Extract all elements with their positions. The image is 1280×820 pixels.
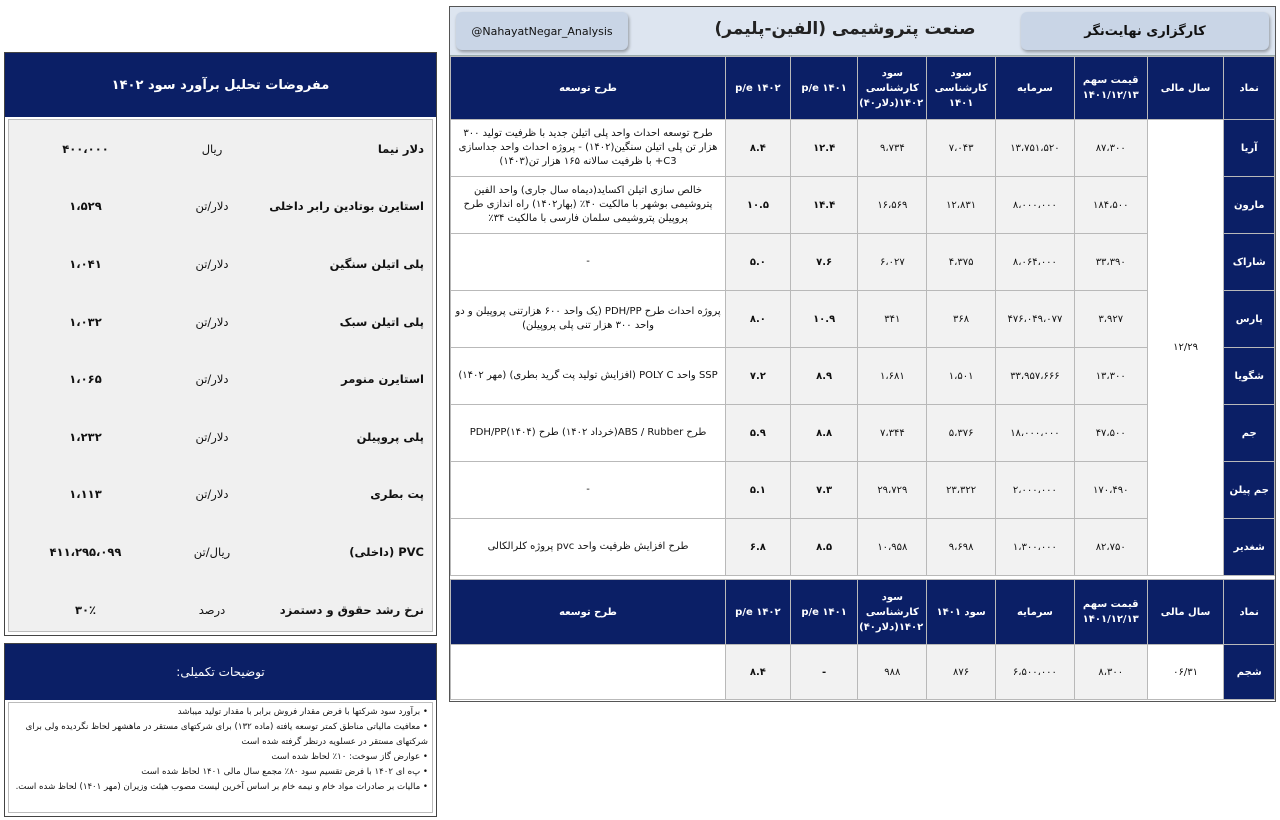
assumption-row bbox=[9, 350, 432, 408]
pe-1402-cell: ۶.۸ bbox=[726, 519, 791, 576]
col-fiscal-year: سال مالی bbox=[1147, 57, 1224, 120]
symbol-cell: جم bbox=[1224, 405, 1275, 462]
assumption-item: پت بطری bbox=[370, 487, 424, 502]
price-cell: ۱۳،۳۰۰ bbox=[1074, 348, 1147, 405]
plan-cell: - bbox=[451, 234, 726, 291]
assumption-row bbox=[9, 523, 432, 581]
assumption-value: ۱،۰۳۲ bbox=[69, 314, 102, 329]
price-cell: ۴۷،۵۰۰ bbox=[1074, 405, 1147, 462]
notes-panel bbox=[4, 643, 437, 817]
petrochemical-table-panel bbox=[449, 6, 1276, 702]
col-plan: طرح توسعه bbox=[451, 57, 726, 120]
col-eps-1401: سود کارشناسی ۱۴۰۱ bbox=[927, 57, 996, 120]
pe-1401-cell: ۸.۵ bbox=[790, 519, 858, 576]
capital-cell: ۶،۵۰۰،۰۰۰ bbox=[995, 645, 1074, 700]
plan-cell: خالص سازی اتیلن اکساید(دیماه سال جاری) واحد الفین پتروشیمی بوشهر با مالکیت ۴۰٪ (بهار۱۴۰۲) راه اندازی طرح پروپیلن پتروشیمی سلمان فارسی با مالکیت ۳۴٪ bbox=[451, 177, 726, 234]
assumption-item: پلی پروپیلن bbox=[356, 429, 424, 444]
price-cell: ۸،۳۰۰ bbox=[1074, 645, 1147, 700]
eps-1402-cell: ۱،۶۸۱ bbox=[858, 348, 927, 405]
assumption-row bbox=[9, 581, 432, 639]
assumption-row bbox=[9, 235, 432, 293]
note-text: عوارض گاز سوخت: ۱۰٪ لحاظ شده است bbox=[271, 752, 421, 762]
price-cell: ۳۳،۳۹۰ bbox=[1074, 234, 1147, 291]
pe-1401-cell: ۷.۶ bbox=[790, 234, 858, 291]
col2-eps-1401: سود ۱۴۰۱ bbox=[927, 580, 996, 645]
assumption-unit: دلار/تن bbox=[195, 314, 229, 329]
symbol-cell: شجم bbox=[1224, 645, 1275, 700]
agency-name-badge: کارگزاری نهایت‌نگر bbox=[1021, 12, 1269, 50]
eps-1401-cell: ۷،۰۴۳ bbox=[927, 120, 996, 177]
assumptions-title: مفروضات تحلیل برآورد سود ۱۴۰۲ bbox=[5, 53, 436, 117]
eps-1401-cell: ۱۲،۸۳۱ bbox=[927, 177, 996, 234]
pe-1402-cell: ۵.۰ bbox=[726, 234, 791, 291]
capital-cell: ۱،۳۰۰،۰۰۰ bbox=[995, 519, 1074, 576]
assumption-value: ۱،۵۲۹ bbox=[69, 199, 102, 214]
plan-cell: SSP واحد POLY C (افزایش تولید پت گرید بطری) (مهر ۱۴۰۲) bbox=[451, 348, 726, 405]
symbol-cell: شغدیر bbox=[1224, 519, 1275, 576]
bullet-icon: • bbox=[420, 767, 428, 777]
note-item bbox=[13, 780, 428, 795]
assumption-value: ۱،۲۳۲ bbox=[69, 429, 102, 444]
eps-1402-cell: ۹۸۸ bbox=[858, 645, 927, 700]
col2-fiscal-year: سال مالی bbox=[1147, 580, 1224, 645]
eps-1402-cell: ۳۴۱ bbox=[858, 291, 927, 348]
table-header-row bbox=[451, 57, 1275, 120]
assumption-unit: دلار/تن bbox=[195, 199, 229, 214]
table2-header-row bbox=[451, 580, 1275, 645]
pe-1402-cell: ۷.۲ bbox=[726, 348, 791, 405]
col-pe-1401: p/e ۱۴۰۱ bbox=[790, 57, 858, 120]
col2-price: قیمت سهم ۱۴۰۱/۱۲/۱۳ bbox=[1074, 580, 1147, 645]
capital-cell: ۳۳،۹۵۷،۶۶۶ bbox=[995, 348, 1074, 405]
price-cell: ۱۷۰،۴۹۰ bbox=[1074, 462, 1147, 519]
pe-1402-cell: ۸.۴ bbox=[726, 645, 791, 700]
note-item bbox=[13, 705, 428, 720]
eps-1402-cell: ۱۶،۵۶۹ bbox=[858, 177, 927, 234]
note-item bbox=[13, 720, 428, 750]
capital-cell: ۱۸،۰۰۰،۰۰۰ bbox=[995, 405, 1074, 462]
assumption-value: ۱،۱۱۳ bbox=[69, 487, 102, 502]
pe-1401-cell: ۸.۸ bbox=[790, 405, 858, 462]
note-text: پ‌ه ای ۱۴۰۲ با فرض تقسیم سود ۸۰٪ مجمع سال مالی ۱۴۰۱ لحاظ شده است bbox=[141, 767, 421, 777]
price-cell: ۳،۹۲۷ bbox=[1074, 291, 1147, 348]
assumption-unit: دلار/تن bbox=[195, 487, 229, 502]
price-cell: ۱۸۴،۵۰۰ bbox=[1074, 177, 1147, 234]
eps-1401-cell: ۳۶۸ bbox=[927, 291, 996, 348]
assumption-unit: درصد bbox=[198, 602, 226, 617]
pe-1401-cell: ۸.۹ bbox=[790, 348, 858, 405]
col-symbol: نماد bbox=[1224, 57, 1275, 120]
assumption-unit: ریال bbox=[201, 141, 223, 156]
assumption-item: PVC (داخلی) bbox=[349, 544, 424, 559]
eps-1401-cell: ۴،۳۷۵ bbox=[927, 234, 996, 291]
pe-1402-cell: ۵.۱ bbox=[726, 462, 791, 519]
assumptions-list bbox=[8, 119, 433, 632]
note-text: برآورد سود شرکتها با فرض مقدار فروش برابر با مقدار تولید میباشد bbox=[177, 707, 421, 717]
notes-title: توضیحات تکمیلی: bbox=[5, 644, 436, 700]
assumption-unit: دلار/تن bbox=[195, 372, 229, 387]
bullet-icon: • bbox=[420, 707, 428, 717]
page-title: صنعت پتروشیمی (الفین-پلیمر) bbox=[714, 19, 976, 39]
assumption-row bbox=[9, 408, 432, 466]
eps-1402-cell: ۷،۳۴۴ bbox=[858, 405, 927, 462]
assumptions-panel bbox=[4, 52, 437, 636]
symbol-cell: آریا bbox=[1224, 120, 1275, 177]
assumption-item: پلی اتیلن سنگین bbox=[329, 256, 424, 271]
pe-1402-cell: ۱۰.۵ bbox=[726, 177, 791, 234]
plan-cell bbox=[451, 645, 726, 700]
pe-1402-cell: ۸.۰ bbox=[726, 291, 791, 348]
assumption-unit: دلار/تن bbox=[195, 256, 229, 271]
col2-pe-1402: p/e ۱۴۰۲ bbox=[726, 580, 791, 645]
channel-handle-badge: @NahayatNegar_Analysis bbox=[456, 12, 628, 50]
capital-cell: ۸،۰۰۰،۰۰۰ bbox=[995, 177, 1074, 234]
col-capital: سرمایه bbox=[995, 57, 1074, 120]
eps-1402-cell: ۶،۰۲۷ bbox=[858, 234, 927, 291]
symbol-cell: پارس bbox=[1224, 291, 1275, 348]
symbol-cell: جم پیلن bbox=[1224, 462, 1275, 519]
assumption-value: ۴۰۰،۰۰۰ bbox=[62, 141, 109, 156]
capital-cell: ۴۷۶،۰۴۹،۰۷۷ bbox=[995, 291, 1074, 348]
capital-cell: ۸،۰۶۴،۰۰۰ bbox=[995, 234, 1074, 291]
main-table bbox=[450, 56, 1275, 576]
assumption-value: ۳۰٪ bbox=[74, 602, 97, 617]
plan-cell: طرح ABS / Rubber(خرداد ۱۴۰۲) طرح PDH/PP(۱۴۰۴) bbox=[451, 405, 726, 462]
col2-plan: طرح توسعه bbox=[451, 580, 726, 645]
pe-1402-cell: ۸.۴ bbox=[726, 120, 791, 177]
assumption-item: دلار نیما bbox=[377, 141, 424, 156]
price-cell: ۸۷،۳۰۰ bbox=[1074, 120, 1147, 177]
assumption-value: ۱،۰۴۱ bbox=[69, 256, 102, 271]
pe-1401-cell: ۷.۳ bbox=[790, 462, 858, 519]
col-eps-1402: سود کارشناسی ۱۴۰۲(دلار۴۰) bbox=[858, 57, 927, 120]
assumption-row bbox=[9, 293, 432, 351]
col2-eps-1402: سود کارشناسی ۱۴۰۲(دلار۴۰) bbox=[858, 580, 927, 645]
col2-symbol: نماد bbox=[1224, 580, 1275, 645]
symbol-cell: شاراک bbox=[1224, 234, 1275, 291]
eps-1402-cell: ۹،۷۳۴ bbox=[858, 120, 927, 177]
capital-cell: ۲،۰۰۰،۰۰۰ bbox=[995, 462, 1074, 519]
fiscal-year-cell: ۱۲/۲۹ bbox=[1147, 120, 1224, 576]
eps-1402-cell: ۲۹،۷۲۹ bbox=[858, 462, 927, 519]
assumption-item: استایرن منومر bbox=[341, 372, 424, 387]
assumption-item: نرخ رشد حقوق و دستمزد bbox=[279, 602, 424, 617]
assumption-value: ۱،۰۶۵ bbox=[69, 372, 102, 387]
assumption-unit: دلار/تن bbox=[195, 429, 229, 444]
note-item bbox=[13, 765, 428, 780]
bullet-icon: • bbox=[420, 782, 428, 792]
assumption-row bbox=[9, 466, 432, 524]
notes-list bbox=[8, 702, 433, 813]
secondary-table bbox=[450, 579, 1275, 700]
col2-pe-1401: p/e ۱۴۰۱ bbox=[790, 580, 858, 645]
assumption-item: پلی اتیلن سبک bbox=[339, 314, 424, 329]
pe-1401-cell: - bbox=[790, 645, 858, 700]
eps-1401-cell: ۹،۶۹۸ bbox=[927, 519, 996, 576]
bullet-icon: • bbox=[420, 722, 428, 732]
assumption-row bbox=[9, 178, 432, 236]
pe-1401-cell: ۱۲.۴ bbox=[790, 120, 858, 177]
eps-1401-cell: ۱،۵۰۱ bbox=[927, 348, 996, 405]
symbol-cell: شگویا bbox=[1224, 348, 1275, 405]
assumption-item: استایرن بوتادین رابر داخلی bbox=[269, 199, 424, 214]
eps-1402-cell: ۱۰،۹۵۸ bbox=[858, 519, 927, 576]
eps-1401-cell: ۸۷۶ bbox=[927, 645, 996, 700]
assumption-value: ۴۱۱،۲۹۵،۰۹۹ bbox=[49, 544, 122, 559]
table-row bbox=[451, 645, 1275, 700]
note-item bbox=[13, 750, 428, 765]
plan-cell: طرح توسعه احداث واحد پلی اتیلن جدید با ظرفیت تولید ۳۰۰ هزار تن پلی اتیلن سنگین(۱۴۰۲) - پروژه احداث واحد جداسازی C3+ با ظرفیت سالانه ۱۶۵ هزار تن(۱۴۰۳) bbox=[451, 120, 726, 177]
eps-1401-cell: ۲۳،۳۲۲ bbox=[927, 462, 996, 519]
bullet-icon: • bbox=[420, 752, 428, 762]
capital-cell: ۱۳،۷۵۱،۵۲۰ bbox=[995, 120, 1074, 177]
col-price: قیمت سهم ۱۴۰۱/۱۲/۱۳ bbox=[1074, 57, 1147, 120]
price-cell: ۸۲،۷۵۰ bbox=[1074, 519, 1147, 576]
pe-1401-cell: ۱۴.۴ bbox=[790, 177, 858, 234]
table-row bbox=[451, 120, 1275, 177]
pe-1401-cell: ۱۰.۹ bbox=[790, 291, 858, 348]
plan-cell: - bbox=[451, 462, 726, 519]
symbol-cell: مارون bbox=[1224, 177, 1275, 234]
fiscal-year-cell: ۰۶/۳۱ bbox=[1147, 645, 1224, 700]
plan-cell: پروژه احداث طرح PDH/PP (یک واحد ۶۰۰ هزارتنی پروپیلن و دو واحد ۳۰۰ هزار تنی پلی پروپیلن) bbox=[451, 291, 726, 348]
plan-cell: طرح افزایش ظرفیت واحد pvc پروژه کلرالکالی bbox=[451, 519, 726, 576]
eps-1401-cell: ۵،۳۷۶ bbox=[927, 405, 996, 462]
col-pe-1402: p/e ۱۴۰۲ bbox=[726, 57, 791, 120]
assumption-unit: ریال/تن bbox=[193, 544, 231, 559]
note-text: مالیات بر صادرات مواد خام و نیمه خام بر اساس آخرین لیست مصوب هیئت وزیران (مهر ۱۴۰۱) لحاظ شده است. bbox=[15, 782, 421, 792]
col2-capital: سرمایه bbox=[995, 580, 1074, 645]
pe-1402-cell: ۵.۹ bbox=[726, 405, 791, 462]
note-text: معافیت مالیاتی مناطق کمتر توسعه یافته (ماده ۱۳۲) برای شرکتهای مستقر در ماهشهر لحاظ نگردیده ولی برای شرکتهای مستقر در عسلویه درنظر گرفته شده است bbox=[25, 722, 428, 747]
header-bar bbox=[450, 7, 1275, 56]
assumption-row bbox=[9, 120, 432, 178]
